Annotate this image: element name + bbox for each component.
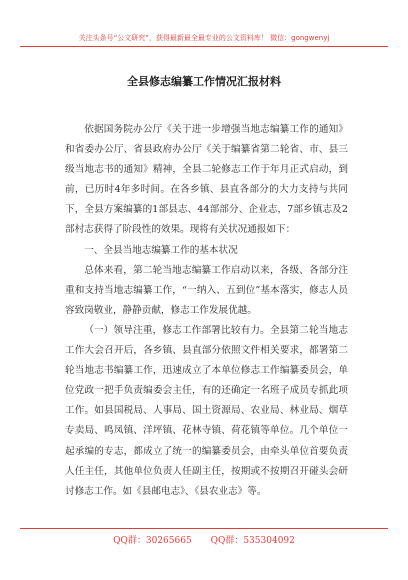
paragraph-intro: 依据国务院办公厅《关于进一步增强当地志编纂工作的通知》和省委办公厅、省县政府办公厅《关于编纂省第二轮省、市、县三级当地志书的通知》精神，全县二轮修志工作于年月正式启动，到前，已历时4年多时间。在各乡镇、县直各部分的大力支持与共同下，全县方案编纂的1部县志、44部部分、企业志，7部乡镇志及2部村志获得了阶段性的效果。现将有关状况通报如下：: [65, 124, 348, 236]
footer-qq-group-1: QQ群：30265665: [113, 536, 192, 546]
section-heading-1: 一、全县当地志编纂工作的基本状况: [84, 244, 238, 256]
paragraph-overview: 总体来看，第二轮当地志编纂工作启动以来，各级、各部分注重和支持当地志编纂工作，“一纳入、五到位”基本落实，修志人员容致岗敬业，静静贡献，修志工作发展优越。: [65, 264, 348, 316]
footer-contact: [0, 533, 408, 546]
document-body: [65, 120, 348, 502]
header-banner: 关注头条号“公文研究”，获得最新最全最专业的公文资料库！ 微信：gongwenyj: [78, 34, 330, 42]
footer-qq-group-2: QQ群：535304092: [210, 536, 295, 546]
paragraph-leadership: （一）领导注重，修志工作部署比较有力。全县第二轮当地志工作大会召开后，各乡镇、县直部分依照文件相关要求，都署第二轮当地志书编纂工作，迅速成立了本单位修志工作编纂委员会，单位党政一把手负责编委会主任，有的还确定一名班子成员专抓此项工作。如县国税局、人事局、国土资源局、农业局、林业局、烟草专卖局、鸣凤镇、洋坪镇、花林寺镇、荷花镇等单位。几个单位一起承编的专志，都成立了统一的编纂委员会，由牵头单位首要负责人任主任，其他单位负责人任副主任，按期或不按期召开碰头会研讨修志工作。如《县邮电志》、《县农业志》等。: [65, 324, 348, 497]
header-divider: [20, 46, 388, 47]
document-title: 全县修志编纂工作情况汇报材料: [127, 75, 281, 88]
footer-divider: [20, 528, 388, 529]
